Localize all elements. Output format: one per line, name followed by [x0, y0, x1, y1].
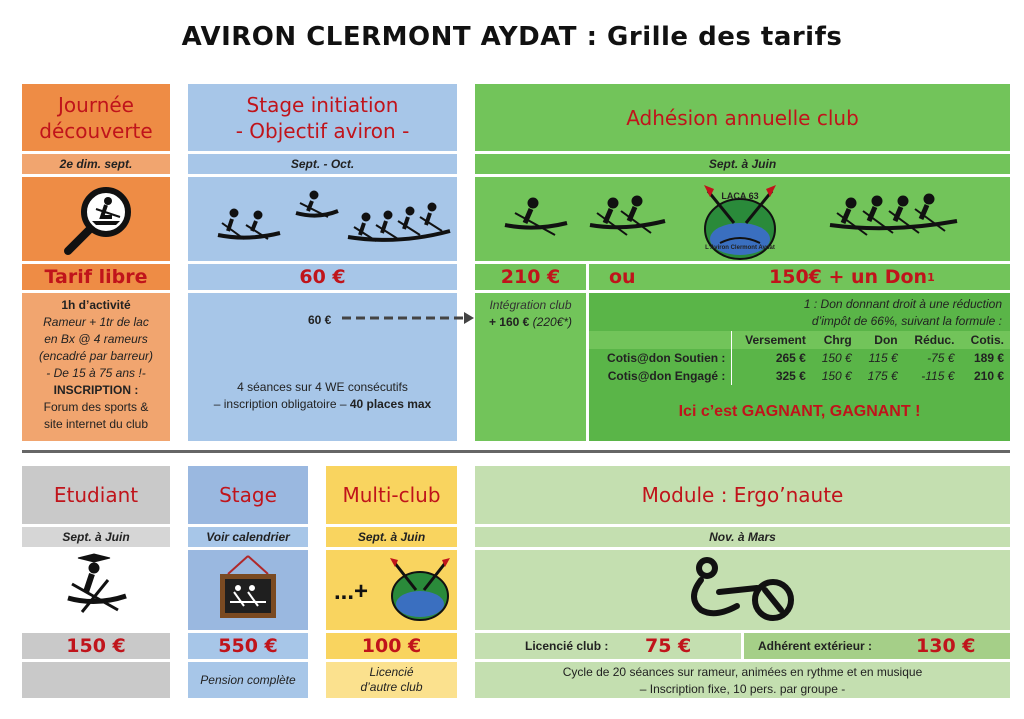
multiclub-icon-cell	[326, 550, 457, 630]
initiation-icon-cell	[188, 177, 457, 261]
ergo-details	[475, 662, 1010, 698]
cotisation-note-line2: d’impôt de 66%, suivant la formule :	[811, 314, 1002, 328]
stage-icon-cell	[188, 550, 308, 630]
ergo-header: Module : Ergo’naute	[475, 466, 1010, 524]
integration-cell	[475, 293, 586, 441]
adhesion-price-don-text: 150€ + un Don	[769, 266, 928, 288]
page-title: AVIRON CLERMONT AYDAT : Grille des tarifs	[181, 22, 843, 52]
table-cell: 189 €	[973, 351, 1004, 365]
ergo-exterieur-label: Adhérent extérieur :	[758, 639, 873, 653]
section-divider	[22, 450, 1010, 453]
etudiant-period: Sept. à Juin	[22, 527, 170, 547]
adhesion-period: Sept. à Juin	[475, 154, 1010, 174]
adhesion-or: ou	[609, 266, 636, 288]
table-header: Réduc.	[914, 333, 955, 347]
slogan: Ici c’est GAGNANT, GAGNANT !	[678, 403, 921, 420]
club-logo-text: LACA 63	[721, 191, 759, 201]
table-row-label: Cotis@don Soutien :	[607, 351, 726, 365]
etudiant-icon-cell	[22, 550, 170, 630]
table-cell: 150 €	[821, 369, 852, 383]
cotisation-table	[589, 331, 1010, 385]
integration-label: Intégration club	[489, 298, 572, 312]
table-cell: 265 €	[732, 349, 812, 367]
decouverte-detail: site internet du club	[43, 417, 149, 431]
table-cell: 210 €	[973, 369, 1004, 383]
rowing-boats-icon	[188, 177, 457, 261]
decouverte-title-line2: découverte	[39, 118, 153, 143]
chalkboard-icon	[188, 550, 308, 630]
adhesion-header: Adhésion annuelle club	[475, 84, 1010, 151]
ergo-licencie-cell	[475, 633, 741, 659]
stage-price: 550 €	[188, 633, 308, 659]
club-logo-subtext: L’Aviron Clermont Aydat	[705, 245, 775, 251]
integration-price-alt: (220€*)	[532, 315, 573, 329]
etudiant-price: 150 €	[22, 633, 170, 659]
graduate-rower-icon	[22, 550, 170, 630]
table-row-label: Cotis@don Engagé :	[607, 369, 726, 383]
decouverte-header	[22, 84, 170, 151]
initiation-desc-line1: 4 séances sur 4 WE consécutifs	[237, 380, 408, 394]
table-cell: -75 €	[927, 351, 955, 365]
multiclub-note-line2: d’autre club	[360, 680, 423, 694]
club-logo-small-icon	[388, 556, 452, 622]
ergo-detail-line2: – Inscription fixe, 10 pers. par groupe -	[639, 682, 846, 696]
ergo-licencie-price: 75 €	[645, 635, 692, 657]
adhesion-price-don-cell	[589, 264, 1010, 290]
multiclub-header: Multi-club	[326, 466, 457, 524]
ergo-licencie-label: Licencié club :	[525, 639, 609, 653]
decouverte-detail: Forum des sports &	[43, 400, 149, 414]
integration-price: + 160 €	[488, 315, 533, 329]
table-row	[589, 367, 1010, 385]
multiclub-note-line1: Licencié	[369, 665, 414, 679]
cotisation-note-line1: 1 : Don donnant droit à une réduction	[803, 297, 1002, 311]
initiation-desc	[188, 379, 457, 413]
table-cell: -115 €	[921, 369, 955, 383]
etudiant-empty	[22, 662, 170, 698]
adhesion-price-don	[769, 264, 935, 290]
initiation-title-line2: - Objectif aviron -	[235, 118, 410, 143]
dashed-arrow-icon	[340, 311, 476, 325]
initiation-price: 60 €	[188, 264, 457, 290]
ergo-detail-line1: Cycle de 20 séances sur rameur, animées en rythme et en musique	[562, 665, 923, 679]
etudiant-header: Etudiant	[22, 466, 170, 524]
decouverte-detail: INSCRIPTION :	[53, 383, 139, 397]
table-row	[589, 349, 1010, 367]
table-cell: 115 €	[868, 351, 898, 365]
initiation-desc-line2: – inscription obligatoire –	[213, 397, 350, 411]
decouverte-icon-cell	[22, 177, 170, 261]
ergometer-icon	[475, 550, 1010, 630]
decouverte-period: 2e dim. sept.	[22, 154, 170, 174]
club-logo	[700, 183, 780, 261]
decouverte-detail: 1h d’activité	[61, 298, 131, 312]
stage-period: Voir calendrier	[188, 527, 308, 547]
table-header: Cotis.	[970, 333, 1004, 347]
table-header: Chrg	[823, 333, 852, 347]
cotisation-cell	[589, 293, 1010, 441]
ergo-exterieur-cell	[744, 633, 1010, 659]
multiclub-prefix: ...+	[334, 578, 369, 605]
cotisation-note	[804, 296, 1002, 330]
stage-header: Stage	[188, 466, 308, 524]
adhesion-price-full: 210 €	[475, 264, 586, 290]
decouverte-detail: - De 15 à 75 ans !-	[46, 366, 146, 380]
initiation-period: Sept. - Oct.	[188, 154, 457, 174]
table-cell: 150 €	[821, 351, 852, 365]
decouverte-detail: Rameur + 1tr de lac	[43, 315, 149, 329]
initiation-title-line1: Stage initiation	[246, 92, 399, 117]
multiclub-price: 100 €	[326, 633, 457, 659]
ergo-exterieur-price: 130 €	[916, 635, 976, 657]
decouverte-details	[22, 293, 170, 441]
stage-note: Pension complète	[188, 662, 308, 698]
table-header: Versement	[732, 331, 812, 349]
decouverte-detail: (encadré par barreur)	[38, 349, 154, 363]
table-header: Don	[874, 333, 898, 347]
table-cell: 175 €	[867, 369, 898, 383]
ergo-period: Nov. à Mars	[475, 527, 1010, 547]
initiation-arrow-label: 60 €	[308, 313, 332, 327]
adhesion-price-sup: 1	[927, 270, 935, 284]
decouverte-price: Tarif libre	[22, 264, 170, 290]
initiation-places: 40 places max	[349, 397, 432, 411]
magnifier-rower-icon	[22, 177, 170, 261]
decouverte-detail: en Bx @ 4 rameurs	[44, 332, 148, 346]
decouverte-title-line1: Journée	[58, 92, 134, 117]
multiclub-note	[326, 662, 457, 698]
ergo-icon-cell	[475, 550, 1010, 630]
multiclub-period: Sept. à Juin	[326, 527, 457, 547]
initiation-header	[188, 84, 457, 151]
table-cell: 325 €	[732, 367, 812, 385]
